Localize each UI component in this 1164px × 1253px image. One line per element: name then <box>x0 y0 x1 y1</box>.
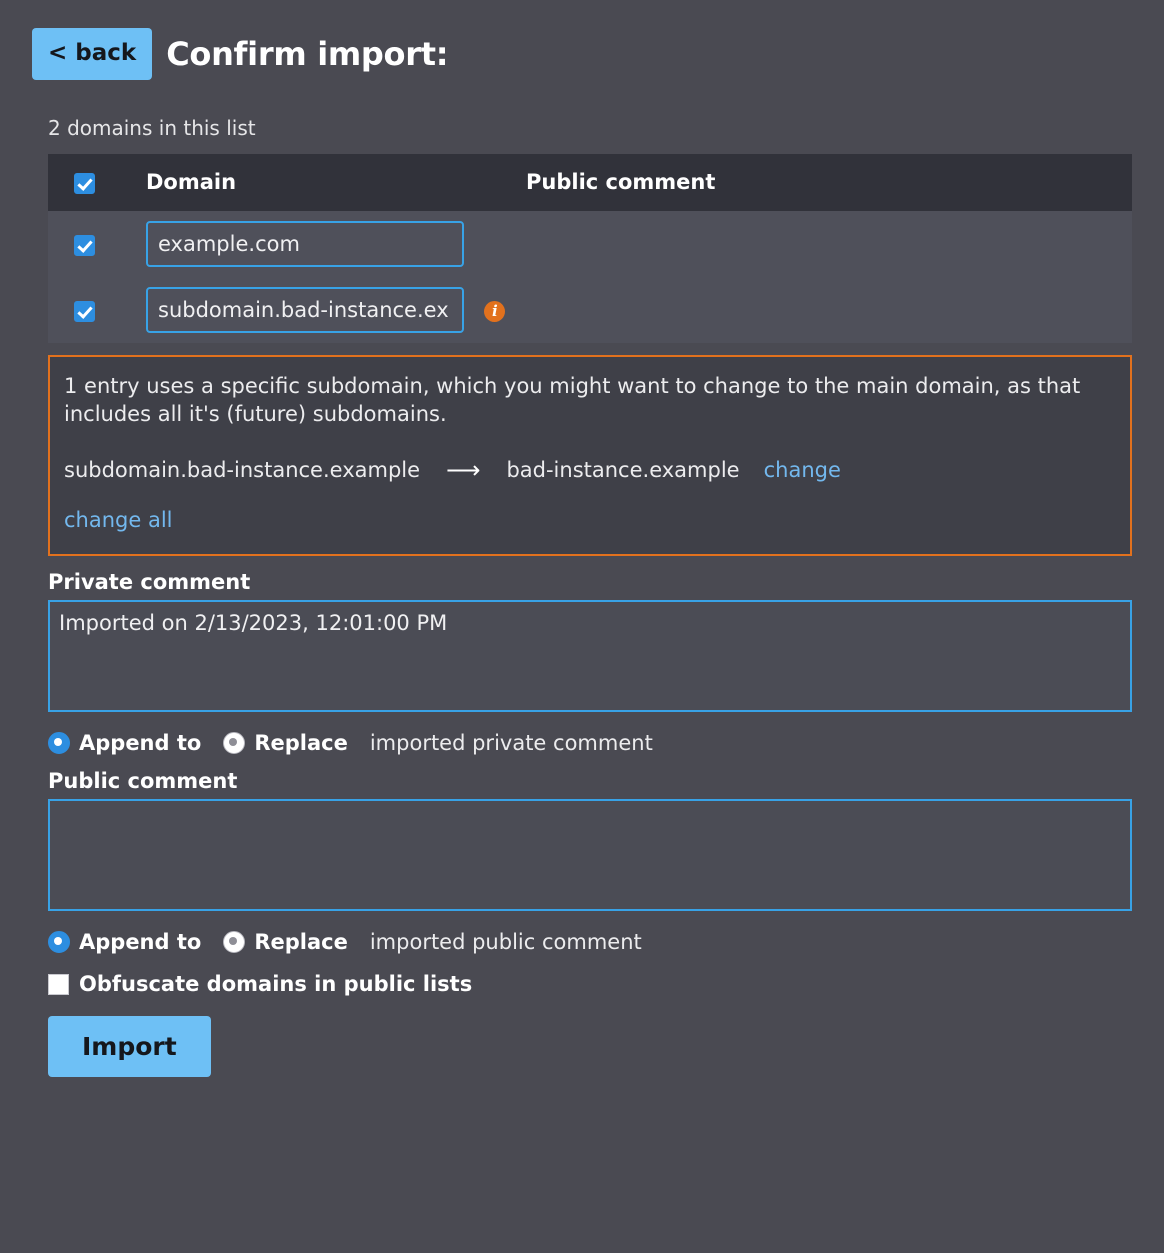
table-body <box>48 211 1132 343</box>
public-append-radio[interactable] <box>48 931 70 953</box>
row-domain-cell <box>146 211 526 277</box>
private-comment-label: Private comment <box>48 570 251 595</box>
private-append-radio[interactable] <box>48 732 70 754</box>
info-icon[interactable]: i <box>484 301 505 322</box>
obfuscate-checkbox[interactable] <box>48 974 69 995</box>
domain-input[interactable] <box>146 221 464 267</box>
table-header <box>48 154 1132 211</box>
public-comment-textarea[interactable] <box>48 799 1132 911</box>
select-all-checkbox[interactable] <box>74 173 95 194</box>
mapping-to: bad-instance.example <box>506 458 740 483</box>
public-replace-radio[interactable] <box>223 931 245 953</box>
page-title: Confirm import: <box>166 35 449 73</box>
domain-count-text: 2 domains in this list <box>48 116 256 140</box>
public-comment-mode-row <box>48 930 1132 954</box>
public-mode-suffix: imported public comment <box>369 930 642 955</box>
row-public-comment-cell <box>526 277 1132 343</box>
obfuscate-label: Obfuscate domains in public lists <box>79 972 473 997</box>
table-row <box>48 211 1132 277</box>
arrow-right-icon: ⟶ <box>446 456 481 485</box>
public-append-label: Append to <box>79 930 202 955</box>
column-header-public-comment: Public comment <box>526 170 716 194</box>
subdomain-mapping-row <box>64 456 1116 485</box>
public-replace-label: Replace <box>254 930 348 955</box>
obfuscate-row <box>48 972 1132 996</box>
private-comment-mode-row <box>48 731 1132 755</box>
back-button[interactable]: < back <box>32 28 152 80</box>
private-mode-suffix: imported private comment <box>369 731 653 756</box>
public-comment-label: Public comment <box>48 769 238 794</box>
table-header-row <box>48 154 1132 211</box>
subdomain-warning-panel <box>48 355 1132 556</box>
table-row <box>48 277 1132 343</box>
private-replace-radio[interactable] <box>223 732 245 754</box>
row-domain-cell <box>146 277 526 343</box>
row-select-cell <box>48 211 146 277</box>
domain-table <box>48 154 1132 343</box>
change-all-link[interactable]: change all <box>64 508 173 533</box>
private-append-label: Append to <box>79 731 202 756</box>
warning-message: 1 entry uses a specific subdomain, which you might want to change to the main domain, as that includes all it's (future) subdomains. <box>64 374 1081 426</box>
change-link[interactable]: change <box>763 458 841 483</box>
row-checkbox[interactable] <box>74 301 95 322</box>
private-comment-textarea[interactable] <box>48 600 1132 712</box>
mapping-from: subdomain.bad-instance.example <box>64 458 421 483</box>
import-button[interactable]: Import <box>48 1016 211 1077</box>
row-checkbox[interactable] <box>74 235 95 256</box>
row-select-cell <box>48 277 146 343</box>
column-header-domain: Domain <box>146 170 237 194</box>
row-public-comment-cell <box>526 211 1132 277</box>
domain-input[interactable] <box>146 287 464 333</box>
page-header <box>32 28 1132 80</box>
select-all-cell <box>48 154 146 211</box>
private-replace-label: Replace <box>254 731 348 756</box>
